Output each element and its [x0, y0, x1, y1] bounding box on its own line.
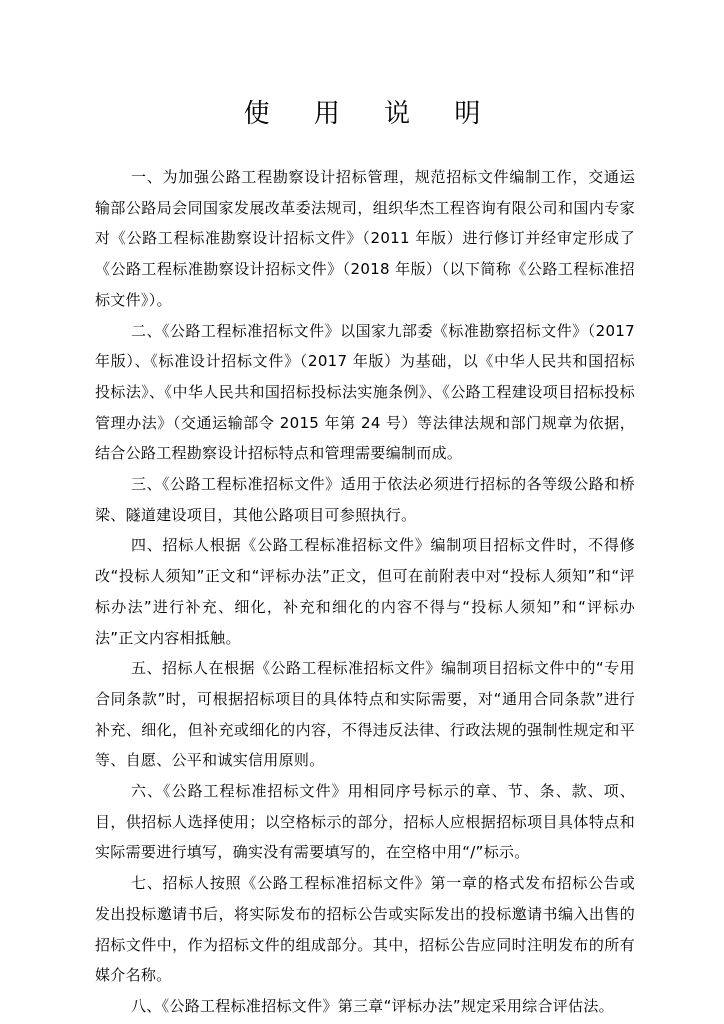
page-title: 使 用 说 明 — [243, 99, 499, 129]
paragraph-6: 六、《公路工程标准招标文件》用相同序号标示的章、节、条、款、项、目，供招标人选择使用；以空格标示的部分，招标人应根据招标项目具体特点和实际需要进行填写，确实没有需要填写的，在空格中用“/”标示。 — [95, 782, 635, 862]
paragraph-2: 二、《公路工程标准招标文件》以国家九部委《标准勘察招标文件》（2017 年版）、《标准设计招标文件》（2017 年版）为基础，以《中华人民共和国招标投标法》、《中华人民共和国招标投标法实施条例》、《公路工程建设项目招标投标管理办法》（交通运输部令 2015 年第 24 号）等法律法规和部门规章为依据，结合公路工程勘察设计招标特点和管理需要编制而成。 — [95, 321, 635, 463]
paragraph-7: 七、招标人按照《公路工程标准招标文件》第一章的格式发布招标公告或发出投标邀请书后，将实际发布的招标公告或实际发出的投标邀请书编入出售的招标文件中，作为招标文件的组成部分。其中，招标公告应同时注明发布的所有媒介名称。 — [95, 874, 635, 985]
paragraph-8: 八、《公路工程标准招标文件》第三章“评标办法”规定采用综合评估法。 — [131, 996, 614, 1015]
paragraph-3: 三、《公路工程标准招标文件》适用于依法必须进行招标的各等级公路和桥梁、隧道建设项目，其他公路项目可参照执行。 — [95, 475, 635, 524]
paragraph-1: 一、为加强公路工程勘察设计招标管理，规范招标文件编制工作，交通运输部公路局会同国家发展改革委法规司，组织华杰工程咨询有限公司和国内专家对《公路工程标准勘察设计招标文件》（2011 年版）进行修订并经审定形成了《公路工程标准勘察设计招标文件》（2018 年版）（以下简称《公路工程标准招标文件》）。 — [95, 168, 635, 309]
paragraph-5: 五、招标人在根据《公路工程标准招标文件》编制项目招标文件中的“专用合同条款”时，可根据招标项目的具体特点和实际需要，对“通用合同条款”进行补充、细化，但补充或细化的内容，不得违反法律、行政法规的强制性规定和平等、自愿、公平和诚实信用原则。 — [95, 659, 635, 770]
paragraph-4: 四、招标人根据《公路工程标准招标文件》编制项目招标文件时，不得修改“投标人须知”正文和“评标办法”正文，但可在前附表中对“投标人须知”和“评标办法”进行补充、细化，补充和细化的内容不得与“投标人须知”和“评标办法”正文内容相抵触。 — [95, 536, 635, 647]
document-body — [95, 162, 635, 1022]
